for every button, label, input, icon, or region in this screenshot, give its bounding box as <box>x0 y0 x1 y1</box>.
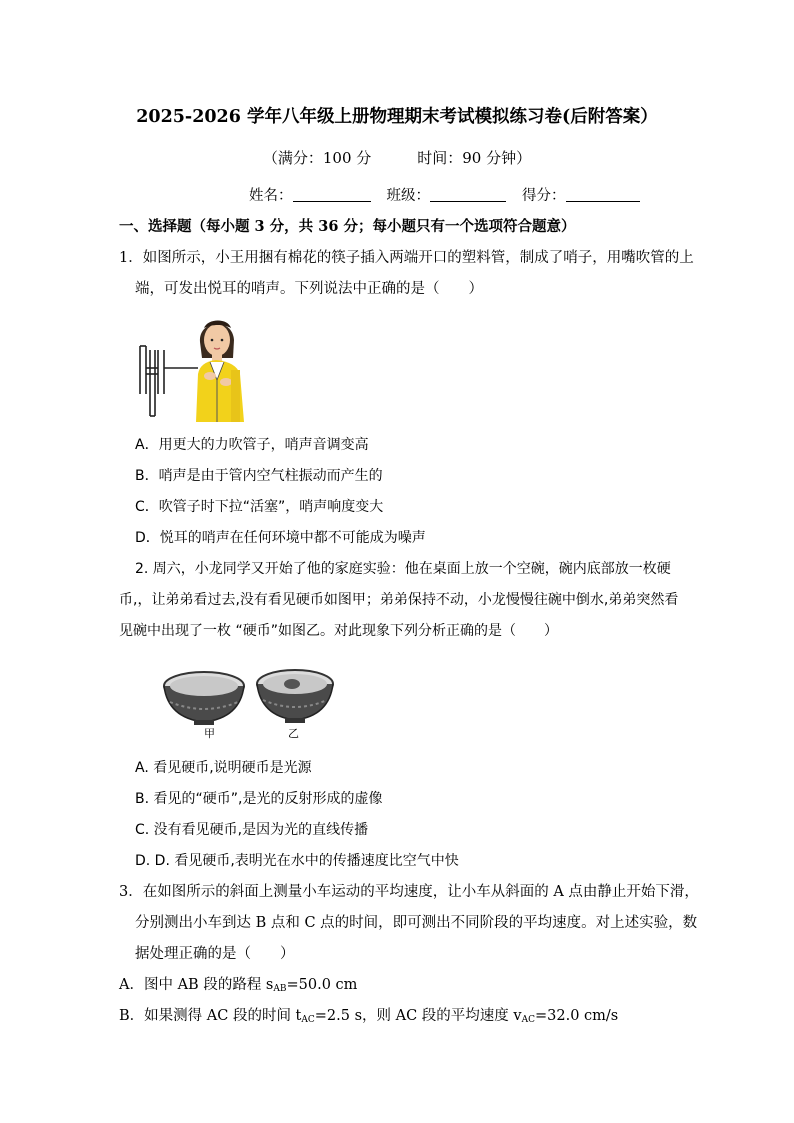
info-line <box>249 186 640 206</box>
q3-option-b <box>119 1006 618 1030</box>
name-label: 姓名： <box>249 188 293 204</box>
score-label: 得分： <box>522 188 566 204</box>
score-blank[interactable] <box>566 187 640 202</box>
coin-icon <box>284 679 300 689</box>
subtitle-score: （满分：100 分 <box>262 149 372 167</box>
q1-whistle-figure <box>136 310 258 422</box>
page-title: 2025-2026 学年八年级上册物理期末考试模拟练习卷(后附答案） <box>136 107 658 127</box>
q2-stem-line3: 见碗中出现了一枚 “硬币”如图乙。对此现象下列分析正确的是（ ） <box>119 623 558 639</box>
q2-bowls-figure <box>158 660 354 746</box>
bowl-left-icon <box>164 672 244 725</box>
class-label: 班级： <box>386 188 430 204</box>
q3-option-b-value: =32.0 cm/s <box>535 1008 619 1024</box>
q3-stem-line2: 分别测出小车到达 B 点和 C 点的时间，即可测出不同阶段的平均速度。对上述实验，数 <box>135 915 698 931</box>
q1-option-d: D．悦耳的哨声在任何环境中都不可能成为噪声 <box>135 530 426 546</box>
girl-icon <box>196 321 244 423</box>
section-heading: 一、选择题（每小题 3 分，共 36 分；每小题只有一个选项符合题意） <box>119 218 576 235</box>
q3-option-b-mid: =2.5 s，则 AC 段的平均速度 v <box>314 1008 522 1024</box>
q3-option-b-sub1: AC <box>301 1015 315 1025</box>
q1-option-a: A．用更大的力吹管子，哨声音调变高 <box>135 437 369 453</box>
q3-stem-line1: 3．在如图所示的斜面上测量小车运动的平均速度，让小车从斜面的 A 点由静止开始下滑， <box>119 884 699 900</box>
fig-label-left: 甲 <box>204 727 215 740</box>
bowl-right-icon <box>257 670 333 723</box>
tube-icon <box>140 346 198 416</box>
q2-option-c: C. 没有看见硬币,是因为光的直线传播 <box>135 822 369 838</box>
q3-option-b-sub2: AC <box>521 1015 535 1025</box>
q2-option-d: D. D. 看见硬币,表明光在水中的传播速度比空气中快 <box>135 853 459 869</box>
class-blank[interactable] <box>430 187 506 202</box>
q1-stem-line1: 1．如图所示，小王用捆有棉花的筷子插入两端开口的塑料管，制成了哨子，用嘴吹管的上 <box>119 250 694 266</box>
q3-option-a-text: A．图中 AB 段的路程 s <box>119 977 274 993</box>
q3-option-a <box>119 975 357 999</box>
q3-option-a-value: =50.0 cm <box>286 977 358 993</box>
q1-option-b: B．哨声是由于管内空气柱振动而产生的 <box>135 468 383 484</box>
q3-stem-line3: 据处理正确的是（ ） <box>135 946 295 962</box>
q2-stem-line2: 币,，让弟弟看过去,没有看见硬币如图甲；弟弟保持不动，小龙慢慢往碗中倒水,弟弟突然看 <box>119 592 679 608</box>
subtitle <box>0 148 794 168</box>
q1-stem-line2: 端，可发出悦耳的哨声。下列说法中正确的是（ ） <box>135 281 483 297</box>
q2-stem-line1: 2. 周六，小龙同学又开始了他的家庭实验：他在桌面上放一个空碗，碗内底部放一枚硬 <box>135 561 671 577</box>
q3-option-a-sub: AB <box>273 984 287 994</box>
name-blank[interactable] <box>293 187 371 202</box>
q3-option-b-text: B．如果测得 AC 段的时间 t <box>119 1008 302 1024</box>
q2-option-a: A. 看见硬币,说明硬币是光源 <box>135 760 312 776</box>
q1-option-c: C．吹管子时下拉“活塞”，哨声响度变大 <box>135 499 384 515</box>
fig-label-right: 乙 <box>288 727 299 740</box>
q2-option-b: B. 看见的“硬币”,是光的反射形成的虚像 <box>135 791 383 807</box>
subtitle-time: 时间：90 分钟） <box>417 149 532 167</box>
